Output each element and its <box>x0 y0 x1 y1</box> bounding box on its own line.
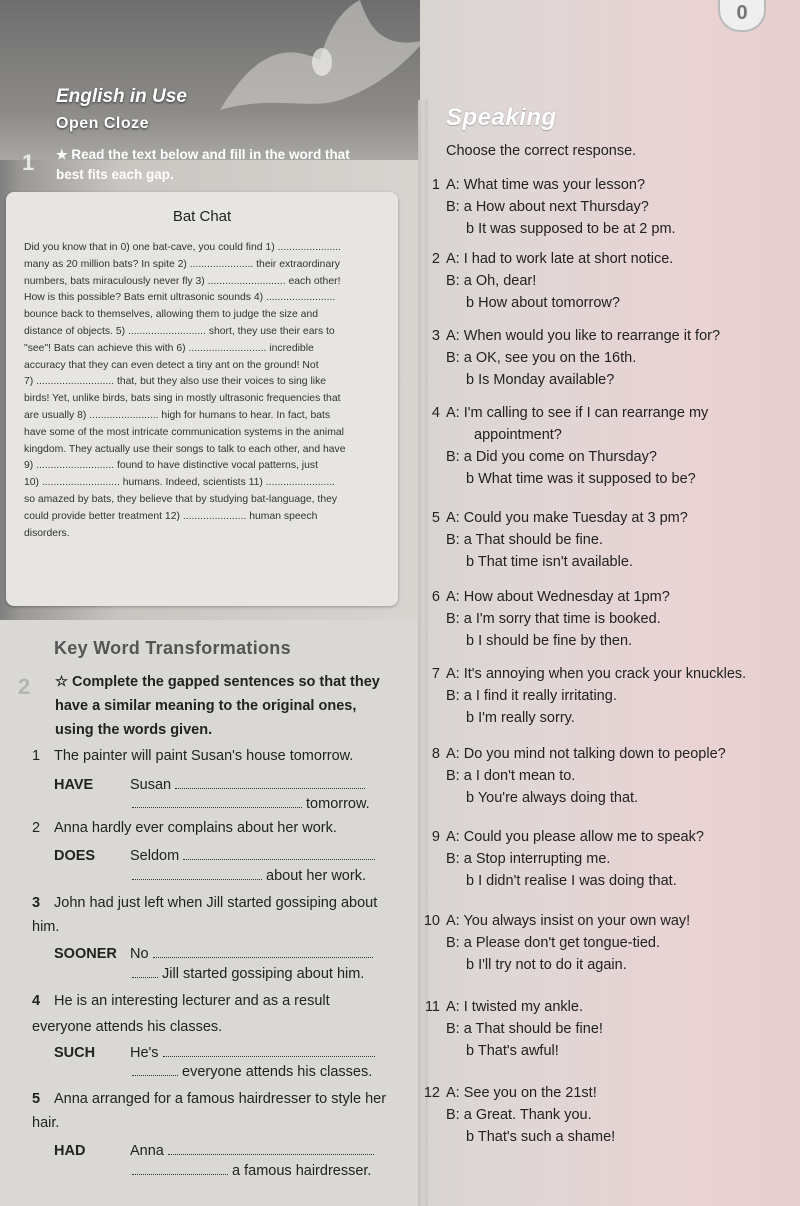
passage-line: many as 20 million bats? In spite 2) ...................... their extraordinary <box>24 258 340 270</box>
speaking-prompt: A: Could you please allow me to speak? <box>446 829 704 845</box>
task-instruction <box>56 145 376 185</box>
option-a[interactable]: B: a Oh, dear! <box>446 273 537 289</box>
kwt-start: Seldom <box>130 848 180 864</box>
kwt-answer-line <box>132 965 364 982</box>
option-b[interactable]: b That's awful! <box>466 1043 559 1059</box>
option-b[interactable]: b That time isn't available. <box>466 554 633 570</box>
passage-line: are usually 8) ........................ high for humans to hear. In fact, bats <box>24 409 331 421</box>
passage-line: so amazed by bats, they believe that by studying bat-language, they <box>24 493 338 505</box>
kwt-answer-line <box>54 847 375 864</box>
page-badge: 0 <box>718 0 766 32</box>
speaking-item-number: 3 <box>431 328 440 344</box>
kwt-keyword: SOONER <box>54 946 117 962</box>
speaking-prompt: A: I twisted my ankle. <box>446 999 583 1015</box>
answer-gap[interactable] <box>153 945 373 958</box>
passage-line: Did you know that in 0) one bat-cave, you could find 1) ...................... <box>24 242 342 253</box>
kwt-keyword: SUCH <box>54 1045 96 1061</box>
speaking-item <box>418 402 708 490</box>
kwt-sentence: Anna hardly ever complains about her work. <box>54 820 337 836</box>
kwt-item-number: 1 <box>32 748 41 764</box>
kwt-instruction <box>55 670 395 742</box>
passage-line: disorders. <box>24 527 70 539</box>
speaking-prompt: A: Could you make Tuesday at 3 pm? <box>446 510 688 526</box>
answer-gap[interactable] <box>163 1044 375 1057</box>
passage-line: accuracy that they can even detect a tiny ant on the ground! Not <box>24 359 319 371</box>
passage-line: numbers, bats miraculously never fly 3) ........................... each other! <box>24 275 341 287</box>
passage-line: kingdom. They actually use their songs to talk to each other, and have <box>24 443 346 455</box>
kwt-answer-line <box>54 1044 375 1061</box>
option-a[interactable]: B: a I'm sorry that time is booked. <box>446 611 661 627</box>
option-b[interactable]: b I'll try not to do it again. <box>466 957 627 973</box>
speaking-prompt: A: It's annoying when you crack your knuckles. <box>446 666 747 682</box>
kwt-item <box>32 891 392 939</box>
speaking-item <box>418 174 676 240</box>
kwt-item-number: 5 <box>32 1091 41 1107</box>
kwt-item-number: 3 <box>32 895 41 911</box>
kwt-item-number: 4 <box>32 993 41 1009</box>
speaking-prompt-cont: appointment? <box>474 427 562 443</box>
speaking-item <box>418 586 670 652</box>
speaking-prompt: A: When would you like to rearrange it for? <box>446 328 721 344</box>
answer-gap[interactable] <box>183 847 375 860</box>
speaking-item-number: 12 <box>423 1085 440 1101</box>
passage-line: could provide better treatment 12) ...................... human speech <box>24 510 318 522</box>
option-a[interactable]: B: a Great. Thank you. <box>446 1107 592 1123</box>
passage-line: distance of objects. 5) ........................... short, they use their ears to <box>24 325 335 337</box>
star-outline-icon: ☆ <box>55 674 68 690</box>
option-a[interactable]: B: a OK, see you on the 16th. <box>446 350 637 366</box>
speaking-item-number: 1 <box>431 177 440 193</box>
kwt-end: everyone attends his classes. <box>182 1064 373 1080</box>
kwt-end: about her work. <box>266 868 366 884</box>
passage-text <box>24 240 388 542</box>
speaking-item <box>418 663 746 729</box>
option-b[interactable]: b I didn't realise I was doing that. <box>466 873 677 889</box>
passage-line: have some of the most intricate communication systems in the animal <box>24 426 344 438</box>
speaking-item-number: 5 <box>431 510 440 526</box>
kwt-item <box>32 1087 392 1135</box>
speaking-prompt: A: I'm calling to see if I can rearrange my <box>446 405 709 421</box>
speaking-instruction: Choose the correct response. <box>446 143 637 159</box>
speaking-prompt: A: You always insist on your own way! <box>446 913 691 929</box>
option-a[interactable]: B: a Did you come on Thursday? <box>446 449 657 465</box>
section-title: English in Use <box>56 86 187 107</box>
option-a[interactable]: B: a Stop interrupting me. <box>446 851 611 867</box>
kwt-item <box>32 820 337 836</box>
kwt-sentence: He is an interesting lecturer and as a result everyone attends his classes. <box>32 993 330 1035</box>
kwt-answer-line <box>54 945 373 962</box>
kwt-keyword: HAVE <box>54 777 94 793</box>
speaking-item-number: 8 <box>431 746 440 762</box>
passage-line: "see"! Bats can achieve this with 6) ........................... incredible <box>24 342 314 354</box>
speaking-title: Speaking <box>446 104 557 131</box>
kwt-start: Susan <box>130 777 172 793</box>
speaking-item <box>418 996 603 1062</box>
kwt-end: a famous hairdresser. <box>232 1163 372 1179</box>
answer-gap[interactable] <box>132 1063 178 1076</box>
speaking-item <box>418 910 690 976</box>
speaking-prompt: A: See you on the 21st! <box>446 1085 597 1101</box>
option-a[interactable]: B: a Please don't get tongue-tied. <box>446 935 660 951</box>
kwt-start: He's <box>130 1045 159 1061</box>
kwt-answer-line <box>132 867 366 884</box>
kwt-end: Jill started gossiping about him. <box>162 966 365 982</box>
kwt-keyword: HAD <box>54 1143 86 1159</box>
passage-line: 7) ........................... that, but they also use their voices to sing like <box>24 376 327 388</box>
option-b[interactable]: b I'm really sorry. <box>466 710 575 726</box>
speaking-item-number: 2 <box>431 251 440 267</box>
option-a[interactable]: B: a How about next Thursday? <box>446 199 649 215</box>
kwt-instruction-text: Complete the gapped sentences so that they have a similar meaning to the original ones, using the words given. <box>55 674 380 738</box>
option-a[interactable]: B: a That should be fine. <box>446 532 603 548</box>
kwt-answer-line <box>132 1162 371 1179</box>
kwt-item-number: 2 <box>32 820 41 836</box>
option-a[interactable]: B: a I find it really irritating. <box>446 688 617 704</box>
speaking-item-number: 10 <box>423 913 440 929</box>
kwt-item <box>32 748 353 764</box>
kwt-answer-line <box>132 1063 372 1080</box>
speaking-item <box>418 1082 615 1148</box>
passage-line: 9) ........................... found to have distinctive vocal patterns, just <box>24 460 318 472</box>
passage-card <box>6 192 398 606</box>
answer-gap[interactable] <box>175 776 365 789</box>
kwt-answer-line <box>132 795 370 812</box>
option-b[interactable]: b You're always doing that. <box>466 790 639 806</box>
passage-line: How is this possible? Bats emit ultrasonic sounds 4) ........................ <box>24 292 336 304</box>
speaking-prompt: A: I had to work late at short notice. <box>446 251 674 267</box>
kwt-sentence: Anna arranged for a famous hairdresser to style her hair. <box>32 1091 387 1131</box>
answer-gap[interactable] <box>132 1162 228 1175</box>
speaking-item <box>418 248 673 314</box>
speaking-prompt: A: What time was your lesson? <box>446 177 646 193</box>
kwt-start: No <box>130 946 149 962</box>
kwt-end: tomorrow. <box>306 796 370 812</box>
option-b[interactable]: b How about tomorrow? <box>466 295 620 311</box>
speaking-item <box>418 507 688 573</box>
option-b[interactable]: b Is Monday available? <box>466 372 615 388</box>
passage-title: Bat Chat <box>172 208 232 225</box>
passage-line: 10) ........................... humans. Indeed, scientists 11) ........................ <box>24 477 336 489</box>
section-subtitle: Open Cloze <box>56 115 150 132</box>
kwt-item <box>32 988 392 1040</box>
speaking-prompt: A: Do you mind not talking down to people? <box>446 746 726 762</box>
speaking-item <box>418 325 720 391</box>
task-instruction-text: Read the text below and fill in the word that best fits each gap. <box>56 147 350 182</box>
option-b[interactable]: b I should be fine by then. <box>466 633 633 649</box>
passage-line: birds! Yet, unlike birds, bats sing in mostly ultrasonic frequencies that <box>24 393 341 405</box>
speaking-item-number: 11 <box>424 999 440 1015</box>
kwt-answer-line <box>54 1142 374 1159</box>
speaking-item-number: 7 <box>431 666 440 682</box>
speaking-item <box>418 826 704 892</box>
kwt-sentence: John had just left when Jill started gossiping about him. <box>32 895 378 935</box>
option-b[interactable]: b What time was it supposed to be? <box>466 471 696 487</box>
task-number: 1 <box>22 150 35 175</box>
star-icon: ★ <box>56 147 68 162</box>
answer-gap[interactable] <box>132 795 302 808</box>
speaking-prompt: A: How about Wednesday at 1pm? <box>446 589 670 605</box>
kwt-answer-line <box>54 776 365 793</box>
speaking-item-number: 4 <box>431 405 440 421</box>
kwt-task-number: 2 <box>18 674 31 699</box>
speaking-item <box>418 743 726 809</box>
kwt-title: Key Word Transformations <box>54 638 291 658</box>
kwt-keyword: DOES <box>54 848 96 864</box>
speaking-item-number: 9 <box>431 829 440 845</box>
answer-gap[interactable] <box>132 867 262 880</box>
option-a[interactable]: B: a I don't mean to. <box>446 768 576 784</box>
option-b[interactable]: b It was supposed to be at 2 pm. <box>466 221 676 237</box>
answer-gap[interactable] <box>168 1142 374 1155</box>
bat-illustration <box>210 0 430 120</box>
speaking-item-number: 6 <box>431 589 440 605</box>
answer-gap[interactable] <box>132 965 158 978</box>
kwt-start: Anna <box>130 1143 164 1159</box>
passage-line: bounce back to themselves, allowing them to judge the size and <box>24 309 319 321</box>
option-a[interactable]: B: a That should be fine! <box>446 1021 603 1037</box>
option-b[interactable]: b That's such a shame! <box>466 1129 616 1145</box>
kwt-sentence: The painter will paint Susan's house tomorrow. <box>54 748 354 764</box>
